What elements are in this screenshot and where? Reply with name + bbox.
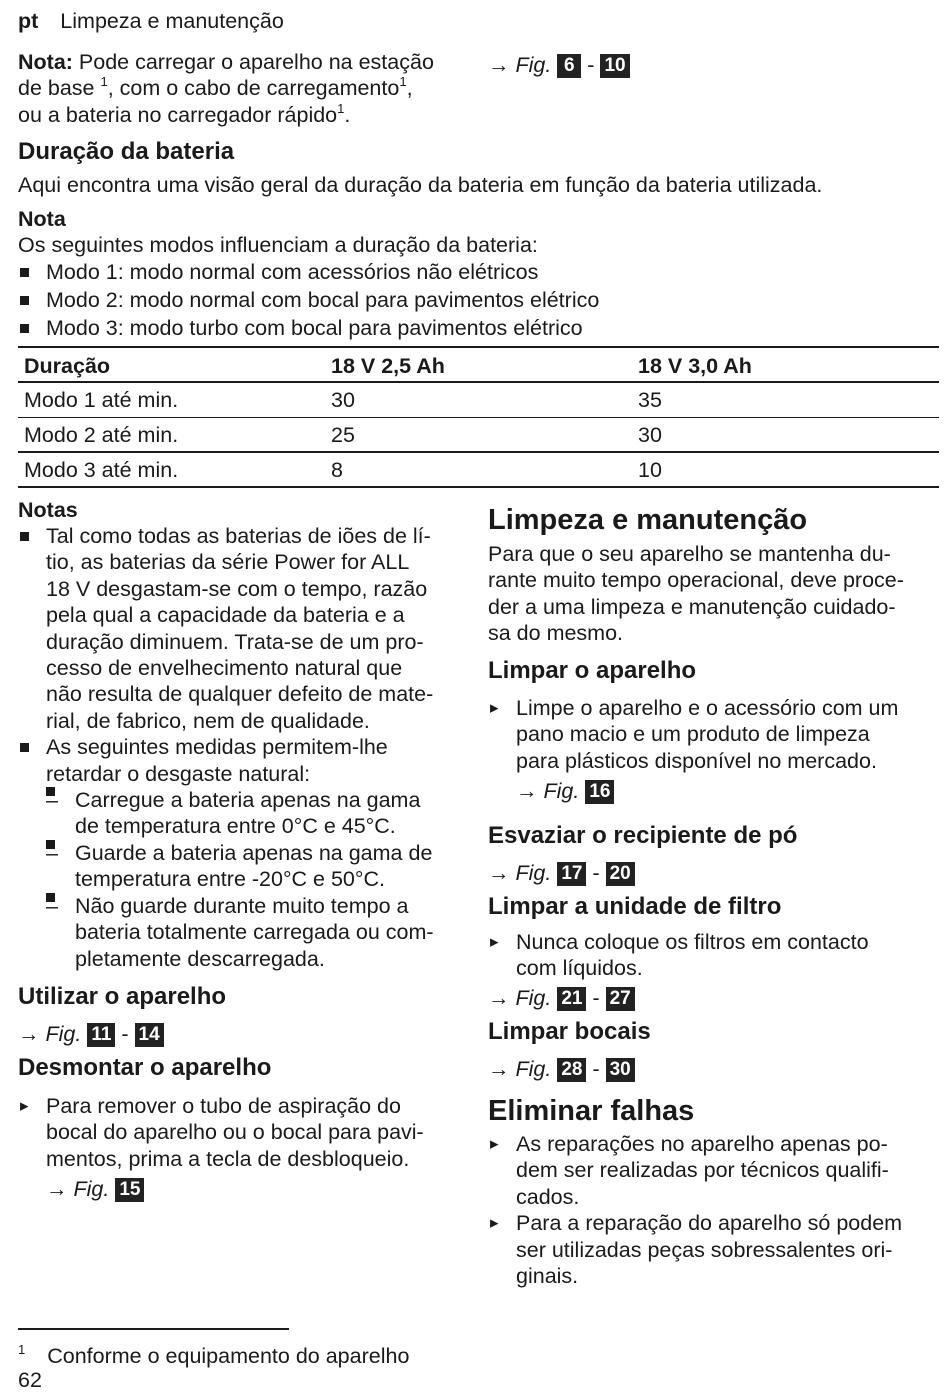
list-item: – Guarde a bateria apenas na gama de temperatura entre -20°C e 50°C. [46,840,468,893]
table-cell: 30 [632,417,939,452]
arrow-icon: → [516,779,538,804]
arrow-icon: → [488,53,510,77]
cleaning-text: Para que o seu aparelho se mantenha du- rante muito tempo operacional, deve proce- der a uma limpeza e manutenção cuidado- sa do mesmo. [488,542,904,646]
filter-heading: Limpar a unidade de filtro [488,893,782,920]
arrow-icon: → [488,861,510,885]
arrow-icon: → [488,986,510,1010]
cleaning-heading: Limpeza e manutenção [488,504,808,536]
footnote-text: Conforme o equipamento do aparelho [47,1344,410,1368]
list-item: Modo 1: modo normal com acessórios não elétricos [18,259,938,287]
faults-list [488,1131,940,1289]
list-item: Tal como todas as baterias de iões de lí- tio, as baterias da série Power for ALL 18 V desgastam-se com o tempo, razão pela qual a capacidade da bateria e a duração diminuem. Trata-se de um pro- cesso de envelhecimento natural que não resulta de qualquer defeito de mate- rial, de fabrico, nem de qualidade. [18,523,468,734]
page-header [18,8,284,34]
notes-label: Notas [18,498,78,522]
intro-note: Nota: Pode carregar o aparelho na estação de base $^1$, com o cabo de carregamento$^1$, ou a bateria no carregador rápido$^1$. [18,50,434,127]
measures-list [46,787,468,972]
list-item: – Não guarde durante muito tempo a bateria totalmente carregada ou com- pletamente descarregada. [46,893,468,972]
list-item: ▸ Para remover o tubo de aspiração do bocal do aparelho ou o bocal para pavi- mentos, prima a tecla de desbloqueio. → Fig. 15 [18,1093,468,1204]
empty-dust-heading: Esvaziar o recipiente de pó [488,822,798,849]
fig-reference: → Fig. 11 - 14 [18,1019,164,1049]
list-item: ▸ Limpe o aparelho e o acessório com um pano macio e um produto de limpeza para plásticos disponível no mercado. → Fig. 16 [488,695,940,806]
table-cell: Modo 3 até min. [18,452,325,487]
fig-reference: → Fig. 17 - 20 [488,858,635,888]
arrow-icon: → [18,1022,40,1046]
fig-reference: → Fig. 15 [46,1174,468,1204]
footnote-divider [18,1328,289,1330]
table-cell: 10 [632,452,939,487]
header-title: Limpeza e manutenção [60,9,284,33]
disassemble-list [18,1093,468,1204]
table-cell: Modo 2 até min. [18,417,325,452]
table-row [18,417,939,452]
table-cell: 25 [325,417,632,452]
list-item: Modo 2: modo normal com bocal para pavimentos elétrico [18,287,938,315]
fig-reference: → Fig. 28 - 30 [488,1054,635,1084]
battery-note-text: Os seguintes modos influenciam a duração da bateria: [18,233,538,257]
battery-note-label: Nota [18,207,66,231]
table-cell: 35 [632,382,939,417]
list-item: ▸ Nunca coloque os filtros em contacto com líquidos. [488,929,940,982]
disassemble-heading: Desmontar o aparelho [18,1054,272,1081]
faults-heading: Eliminar falhas [488,1095,695,1127]
clean-device-heading: Limpar o aparelho [488,657,697,684]
nozzles-heading: Limpar bocais [488,1018,651,1045]
fig-reference: → Fig. 6 - 10 [488,50,630,80]
table-cell: Modo 1 até min. [18,382,325,417]
language-code: pt [18,9,39,33]
mode-list [18,259,938,343]
note-label: Nota: [18,50,73,74]
table-row [18,382,939,417]
list-item: – Carregue a bateria apenas na gama de temperatura entre 0°C e 45°C. [46,787,468,840]
fig-reference: → Fig. 16 [516,776,940,806]
footnote [18,1343,409,1369]
filter-list [488,929,940,982]
table-header-cell: 18 V 3,0 Ah [632,347,939,382]
list-item: ▸ As reparações no aparelho apenas po- dem ser realizadas por técnicos qualifi- cados. [488,1131,940,1210]
battery-heading: Duração da bateria [18,138,235,165]
fig-reference: → Fig. 21 - 27 [488,983,635,1013]
list-item: ▸ Para a reparação do aparelho só podem ser utilizadas peças sobressalentes ori- ginais. [488,1210,940,1289]
battery-table [18,346,939,488]
list-item: Modo 3: modo turbo com bocal para pavimentos elétrico [18,315,938,343]
footnote-mark: 1 [18,1342,26,1357]
page-number: 62 [18,1368,42,1392]
arrow-icon: → [46,1177,68,1202]
notes-list [18,523,468,972]
battery-text: Aqui encontra uma visão geral da duração da bateria em função da bateria utilizada. [18,173,823,197]
table-cell: 30 [325,382,632,417]
arrow-icon: → [488,1057,510,1081]
table-header-row [18,347,939,382]
table-row [18,452,939,487]
list-item: As seguintes medidas permitem-lhe retardar o desgaste natural: – Carregue a bateria apenas na gama de temperatura entre 0°C e 45°C. – Guarde a bateria apenas na gama de temperatura entre -20°C e 50°C. – Não guarde durante muito tempo a bateria totalmente carregada ou com- pletamente descarregada. [18,734,468,972]
table-cell: 8 [325,452,632,487]
table-header-cell: 18 V 2,5 Ah [325,347,632,382]
clean-device-list [488,695,940,806]
table-header-cell: Duração [18,347,325,382]
use-heading: Utilizar o aparelho [18,983,227,1010]
